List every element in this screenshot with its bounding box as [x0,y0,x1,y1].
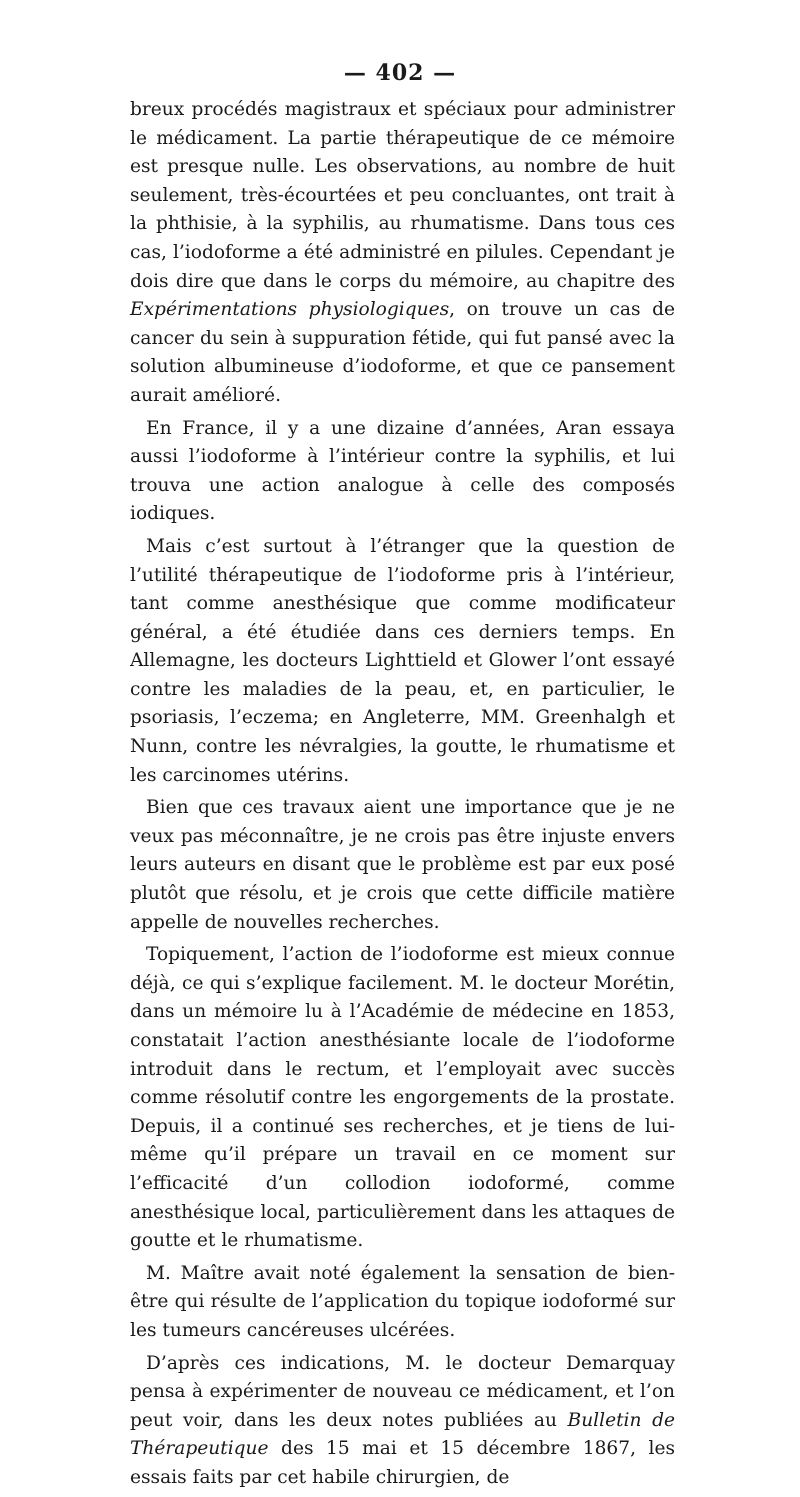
body-text [130,96,675,1497]
paragraph-text: Topiquement, l’action de l’iodoforme est mieux connue déjà, ce qui s’explique facilement. M. le docteur Morétin, dans un mémoire lu à l’Académie de médecine en 1853, constatait l’action anesthésiante locale de l’iodoforme introduit dans le rectum, et l’employait avec succès comme résolutif contre les engorgements de la prostate. Depuis, il a continué ses recherches, et je tiens de lui-même qu’il prépare un travail en ce moment sur l’efficacité d’un collodion iodoformé, comme anesthésique local, particulièrement dans les attaques de goutte et le rhumatisme. [130,944,675,1252]
italic-title: Bulletin de Thérapeutique [130,1409,676,1460]
paragraph-text: D’après ces indications, M. le docteur Demarquay pensa à expérimenter de nouveau ce médicament, et l’on peut voir, dans les deux notes publiées au [130,1352,675,1431]
paragraph-text: En France, il y a une dizaine d’années, Aran essaya aussi l’iodoforme à l’intérieur contre la syphilis, et lui trouva une action analogue à celle des composés iodiques. [130,417,675,525]
paragraph-5 [130,941,675,1256]
italic-title: Expérimentations physiologiques [130,299,450,321]
paragraph-text: , on trouve un cas de cancer du sein à suppuration fétide, qui fut pansé avec la solution albumineuse d’iodoforme, et que ce pansement aurait amélioré. [130,299,675,406]
paragraph-6 [130,1260,675,1346]
paragraph-7 [130,1350,675,1493]
page-number: — 402 — [343,60,457,86]
paragraph-text: des 15 mai et 15 décembre 1867, les essais faits par cet habile chirurgien, de [130,1438,675,1488]
paragraph-text: M. Maître avait noté également la sensation de bien-être qui résulte de l’application du topique iodoformé sur les tumeurs cancéreuses ulcérées. [130,1262,675,1341]
paragraph-text: Mais c’est surtout à l’étranger que la question de l’utilité thérapeutique de l’iodoforme pris à l’intérieur, tant comme anesthésique que comme modificateur général, a été étudiée dans ces derniers temps. En Allemagne, les docteurs Lighttield et Glower l’ont essayé contre les maladies de la peau, et, en particulier, le psoriasis, l’eczema; en Angleterre, MM. Greenhalgh et Nunn, contre les névralgies, la goutte, le rhumatisme et les carcinomes utérins. [130,535,675,786]
paragraph-4 [130,794,675,937]
paragraph-1 [130,96,675,411]
paragraph-3 [130,533,675,790]
paragraph-text: Bien que ces travaux aient une importance que je ne veux pas méconnaître, je ne crois pas être injuste envers leurs auteurs en disant que le problème est par eux posé plutôt que résolu, et je crois que cette difficile matière appelle de nouvelles recherches. [130,797,675,933]
paragraph-2 [130,415,675,529]
paragraph-text: breux procédés magistraux et spéciaux pour administrer le médicament. La partie thérapeutique de ce mémoire est presque nulle. Les observations, au nombre de huit seulement, très-écourtées et peu concluantes, ont trait à la phthisie, à la syphilis, au rhumatisme. Dans tous ces cas, l’iodoforme a été administré en pilules. Cependant je dois dire que dans le corps du mémoire, au chapitre des [130,99,675,292]
